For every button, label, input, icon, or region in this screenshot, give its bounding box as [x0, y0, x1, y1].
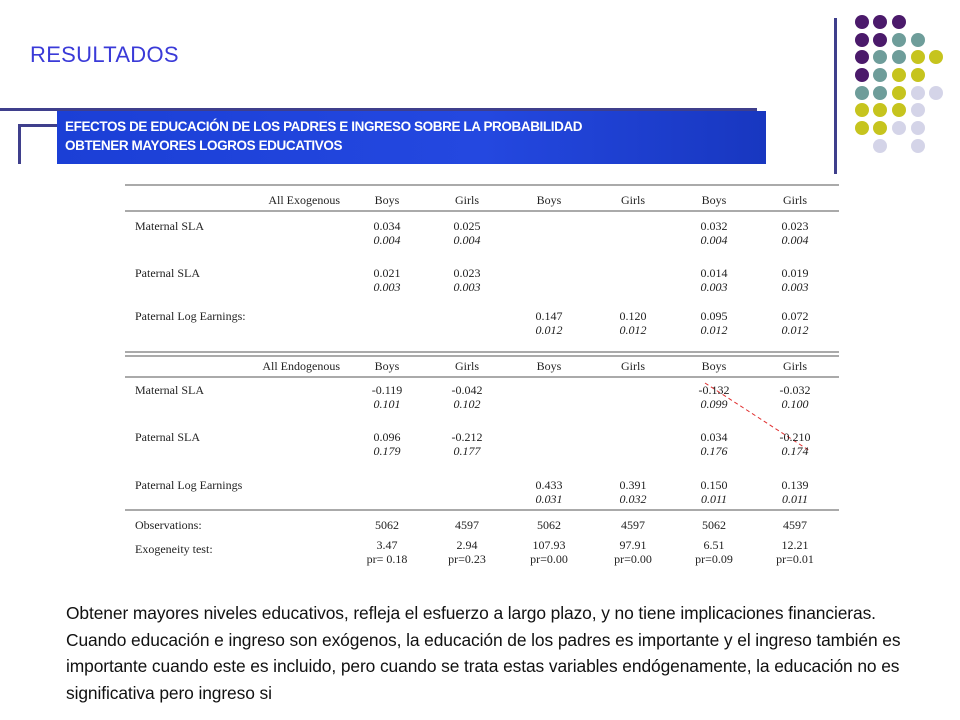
column-header: Boys [536, 359, 562, 373]
cell-coefficient: 0.019 [781, 266, 809, 280]
row-label: Paternal Log Earnings: [135, 309, 246, 323]
cell-coefficient: 0.034 [373, 219, 401, 233]
cell-exogeneity-stat: 2.94 [456, 538, 478, 552]
cell-std-error: 0.102 [453, 397, 481, 411]
decor-dot [855, 103, 869, 117]
cell-std-error: 0.003 [781, 280, 809, 294]
decor-dot [929, 50, 943, 64]
cell-std-error: 0.004 [700, 233, 728, 247]
row-label: Paternal SLA [135, 430, 200, 444]
decor-dot [911, 103, 925, 117]
cell-coefficient: -0.132 [698, 383, 730, 397]
cell-coefficient: 0.120 [619, 309, 647, 323]
cell-observations: 5062 [375, 518, 399, 532]
decor-dot [892, 50, 906, 64]
decor-dot [873, 15, 887, 29]
results-table [125, 183, 839, 575]
cell-std-error: 0.004 [781, 233, 809, 247]
cell-coefficient: 0.072 [781, 309, 809, 323]
results-table-svg [125, 183, 839, 575]
cell-std-error: 0.012 [700, 323, 728, 337]
cell-coefficient: -0.042 [451, 383, 483, 397]
cell-std-error: 0.179 [373, 444, 401, 458]
decor-dot [911, 121, 925, 135]
row-label: Paternal SLA [135, 266, 200, 280]
cell-exogeneity-pr: pr=0.00 [614, 552, 652, 566]
decor-dot [892, 121, 906, 135]
column-header: Girls [455, 359, 479, 373]
cell-observations: 4597 [621, 518, 645, 532]
cell-std-error: 0.100 [781, 397, 809, 411]
cell-coefficient: 0.023 [781, 219, 809, 233]
cell-coefficient: -0.119 [371, 383, 403, 397]
decor-dot [873, 121, 887, 135]
cell-coefficient: 0.095 [700, 309, 728, 323]
decor-dot [892, 86, 906, 100]
decor-dot [855, 50, 869, 64]
section-banner [57, 111, 766, 164]
cell-std-error: 0.012 [619, 323, 647, 337]
decor-dot [855, 86, 869, 100]
cell-exogeneity-stat: 107.93 [532, 538, 566, 552]
column-header: Boys [536, 193, 562, 207]
decor-dot [873, 103, 887, 117]
banner-line-2: OBTENER MAYORES LOGROS EDUCATIVOS [65, 138, 343, 153]
cell-std-error: 0.011 [781, 492, 809, 506]
decor-dot [929, 86, 943, 100]
decor-dot [892, 68, 906, 82]
cell-coefficient: 0.032 [700, 219, 728, 233]
cell-std-error: 0.101 [373, 397, 401, 411]
decor-dot [855, 68, 869, 82]
column-header: Boys [374, 359, 400, 373]
decor-dot [855, 33, 869, 47]
row-label: Maternal SLA [135, 219, 204, 233]
decor-dot [892, 15, 906, 29]
cell-coefficient: 0.014 [700, 266, 728, 280]
column-header: Girls [621, 193, 645, 207]
cell-exogeneity-stat: 97.91 [619, 538, 647, 552]
cell-std-error: 0.176 [700, 444, 728, 458]
description-paragraph: Obtener mayores niveles educativos, refleja el esfuerzo a largo plazo, y no tiene implicaciones financieras. Cuando educación e ingreso son exógenos, la educación de los padres es importante y el ingreso también es importante cuando este es incluido, pero cuando se trata estas variables endógenamente, la educación no es significativa pero ingreso si [66, 603, 901, 703]
cell-observations: 5062 [537, 518, 561, 532]
decor-dot [911, 139, 925, 153]
cell-std-error: 0.177 [453, 444, 481, 458]
cell-exogeneity-pr: pr=0.00 [530, 552, 568, 566]
column-header: Girls [783, 359, 807, 373]
corner-bracket-horizontal [18, 124, 58, 127]
cell-std-error: 0.003 [373, 280, 401, 294]
exo-header: All Exogenous [268, 193, 340, 207]
decor-dot [911, 86, 925, 100]
decor-dot [873, 139, 887, 153]
corner-bracket-vertical [18, 124, 21, 164]
decor-dot [873, 50, 887, 64]
cell-std-error: 0.099 [700, 397, 728, 411]
cell-coefficient: 0.147 [535, 309, 563, 323]
cell-coefficient: -0.212 [451, 430, 483, 444]
column-header: Girls [783, 193, 807, 207]
decor-vertical-line [834, 18, 837, 174]
cell-coefficient: -0.032 [779, 383, 811, 397]
decor-dot [855, 15, 869, 29]
cell-coefficient: 0.433 [535, 478, 563, 492]
decor-dot [873, 86, 887, 100]
cell-coefficient: 0.025 [453, 219, 481, 233]
decor-dot [911, 50, 925, 64]
cell-std-error: 0.004 [453, 233, 481, 247]
column-header: Boys [701, 359, 727, 373]
cell-coefficient: 0.150 [700, 478, 728, 492]
slide-title: RESULTADOS [30, 42, 179, 67]
column-header: Girls [621, 359, 645, 373]
cell-std-error: 0.031 [535, 492, 563, 506]
cell-std-error: 0.032 [619, 492, 647, 506]
decor-dot [911, 68, 925, 82]
row-label: Exogeneity test: [135, 542, 213, 556]
row-label: Maternal SLA [135, 383, 204, 397]
column-header: Boys [701, 193, 727, 207]
cell-coefficient: 0.096 [373, 430, 401, 444]
endo-header: All Endogenous [262, 359, 340, 373]
cell-std-error: 0.003 [453, 280, 481, 294]
cell-std-error: 0.012 [535, 323, 563, 337]
cell-observations: 4597 [783, 518, 807, 532]
decor-dot [873, 33, 887, 47]
decor-dot [892, 33, 906, 47]
cell-coefficient: 0.139 [781, 478, 809, 492]
cell-exogeneity-pr: pr=0.09 [695, 552, 733, 566]
cell-std-error: 0.011 [700, 492, 728, 506]
decor-dot [873, 68, 887, 82]
cell-exogeneity-stat: 6.51 [703, 538, 725, 552]
cell-exogeneity-pr: pr=0.23 [448, 552, 486, 566]
cell-exogeneity-pr: pr=0.01 [776, 552, 814, 566]
cell-std-error: 0.012 [781, 323, 809, 337]
decor-dot [892, 103, 906, 117]
cell-coefficient: 0.391 [619, 478, 647, 492]
cell-coefficient: 0.021 [373, 266, 401, 280]
banner-line-1: EFECTOS DE EDUCACIÓN DE LOS PADRES E INGRESO SOBRE LA PROBABILIDAD [65, 119, 583, 134]
cell-exogeneity-stat: 3.47 [376, 538, 398, 552]
cell-coefficient: 0.034 [700, 430, 728, 444]
row-label: Paternal Log Earnings [135, 478, 243, 492]
cell-coefficient: -0.210 [779, 430, 811, 444]
cell-std-error: 0.003 [700, 280, 728, 294]
cell-exogeneity-pr: pr= 0.18 [366, 552, 408, 566]
decor-dot [911, 33, 925, 47]
row-label: Observations: [135, 518, 202, 532]
cell-std-error: 0.004 [373, 233, 401, 247]
column-header: Girls [455, 193, 479, 207]
column-header: Boys [374, 193, 400, 207]
cell-observations: 5062 [702, 518, 726, 532]
cell-coefficient: 0.023 [453, 266, 481, 280]
decor-dot [855, 121, 869, 135]
cell-std-error: 0.174 [781, 444, 809, 458]
cell-exogeneity-stat: 12.21 [781, 538, 809, 552]
cell-observations: 4597 [455, 518, 479, 532]
decor-dot-grid [0, 0, 960, 200]
